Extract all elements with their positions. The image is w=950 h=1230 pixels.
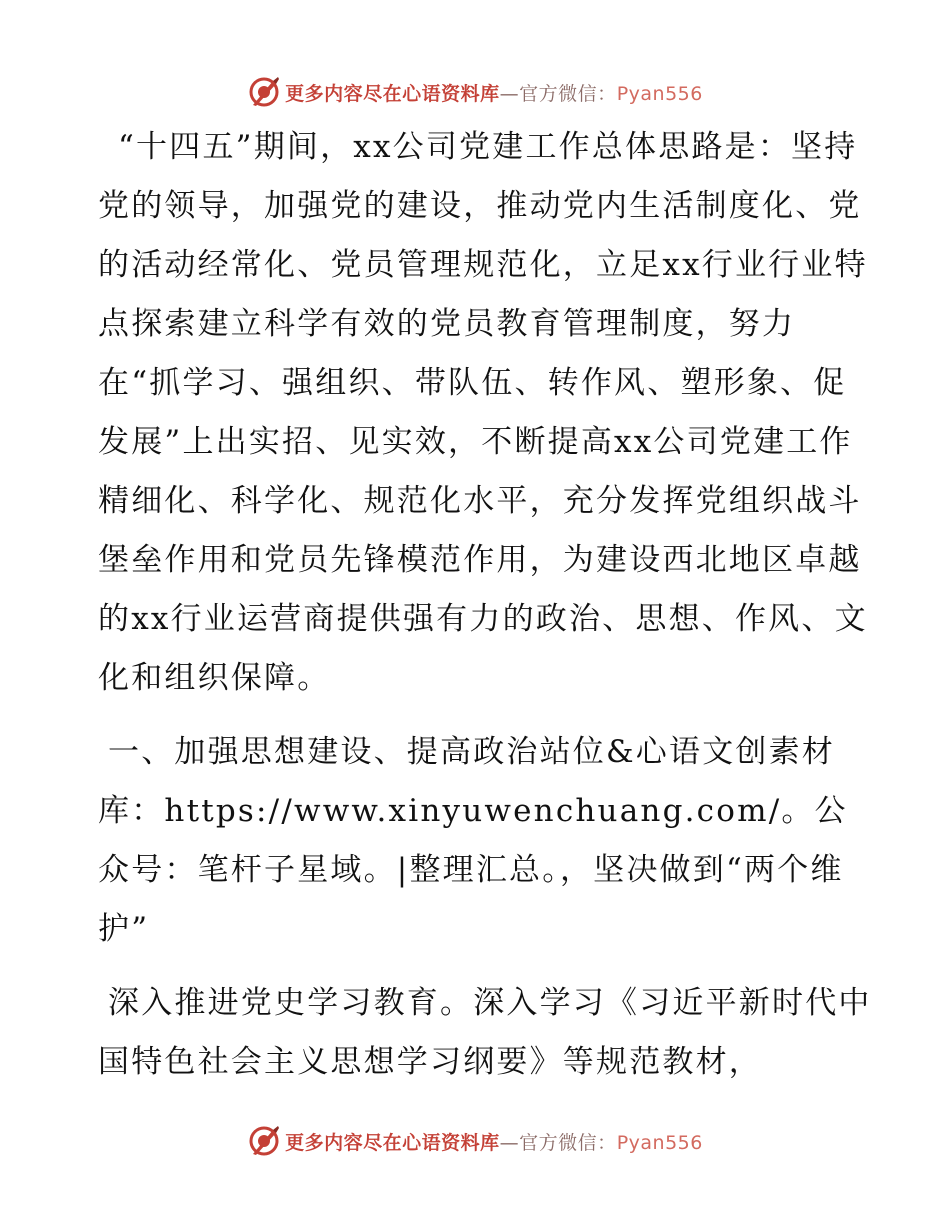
watermark-dash: — [499, 82, 520, 105]
paragraph-overall-approach: “十四五”期间，xx公司党建工作总体思路是：坚持党的领导，加强党的建设，推动党内生活制度化、党的活动经常化、党员管理规范化，立足xx行业行业特点探索建立科学有效的党员教育管理制度，努力在“抓学习、强组织、带队伍、转作风、塑形象、促发展”上出实招、见实效，不断提高xx公司党建工作精细化、科学化、规范化水平，充分发挥党组织战斗堡垒作用和党员先锋模范作用，为建设西北地区卓越的xx行业运营商提供强有力的政治、思想、作风、文化和组织保障。 [98, 129, 868, 696]
watermark-wechat-label: 官方微信： [519, 82, 617, 105]
watermark-site-name: 更多内容尽在心语资料库 [285, 82, 500, 105]
footer-watermark [0, 1121, 950, 1161]
pen-seal-icon [247, 75, 281, 109]
watermark-wechat-id: Pyan556 [616, 1131, 703, 1154]
header-watermark [0, 72, 950, 112]
document-body [98, 118, 878, 1092]
watermark-text [285, 79, 703, 106]
watermark-wechat-label: 官方微信： [519, 1131, 617, 1154]
watermark-wechat-id: Pyan556 [616, 82, 703, 105]
paragraph-section-one-heading: 一、加强思想建设、提高政治站位&心语文创素材库：https://www.xinyuwenchuang.com/。公众号：笔杆子星域。|整理汇总。，坚决做到“两个维护” [98, 734, 848, 947]
watermark-dash: — [499, 1131, 520, 1154]
watermark-text [285, 1128, 703, 1155]
watermark-site-name: 更多内容尽在心语资料库 [285, 1131, 500, 1154]
pen-seal-icon [247, 1124, 281, 1158]
paragraph-party-history-study: 深入推进党史学习教育。深入学习《习近平新时代中国特色社会主义思想学习纲要》等规范教材， [98, 985, 872, 1080]
